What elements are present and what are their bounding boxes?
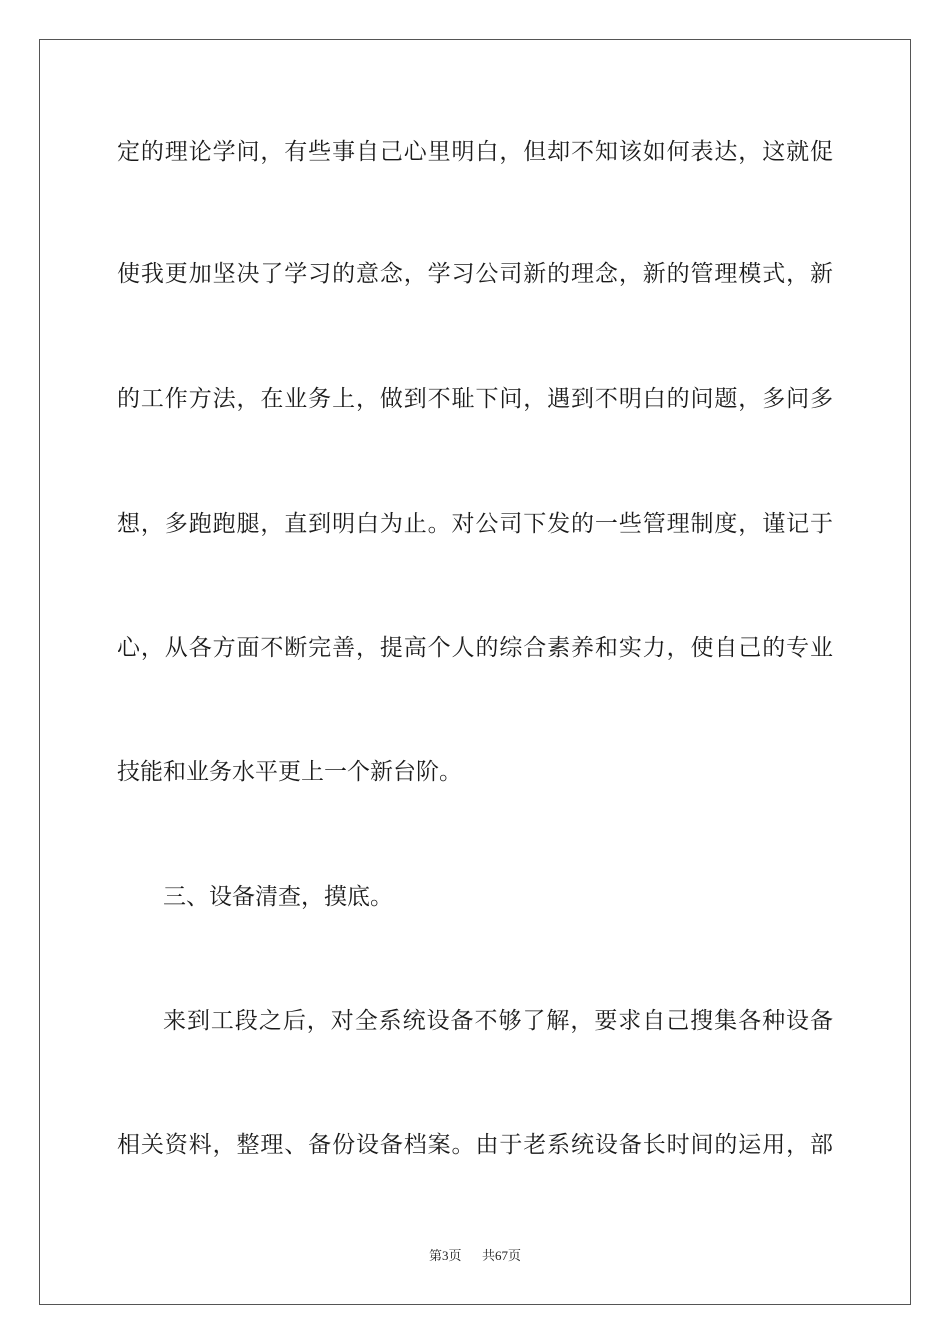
body-text-line: 的工作方法，在业务上，做到不耻下问，遇到不明白的问题，多问多	[117, 386, 833, 412]
section-heading: 三、设备清查，摸底。	[163, 884, 393, 910]
body-text-line: 定的理论学问，有些事自己心里明白，但却不知该如何表达，这就促	[117, 139, 833, 165]
body-text-line: 相关资料，整理、备份设备档案。由于老系统设备长时间的运用，部	[117, 1132, 833, 1158]
body-text-line: 使我更加坚决了学习的意念，学习公司新的理念，新的管理模式，新	[117, 261, 833, 287]
page-footer	[0, 1247, 950, 1265]
body-text-line: 技能和业务水平更上一个新台阶。	[117, 759, 462, 785]
body-text-line: 来到工段之后，对全系统设备不够了解，要求自己搜集各种设备	[163, 1008, 833, 1034]
page-frame	[39, 39, 911, 1305]
body-text-line: 想，多跑跑腿，直到明白为止。对公司下发的一些管理制度，谨记于	[117, 511, 833, 537]
page-total: 共67页	[482, 1248, 522, 1263]
body-text-line: 心，从各方面不断完善，提高个人的综合素养和实力，使自己的专业	[117, 635, 833, 661]
page-number: 第3页	[428, 1248, 462, 1263]
